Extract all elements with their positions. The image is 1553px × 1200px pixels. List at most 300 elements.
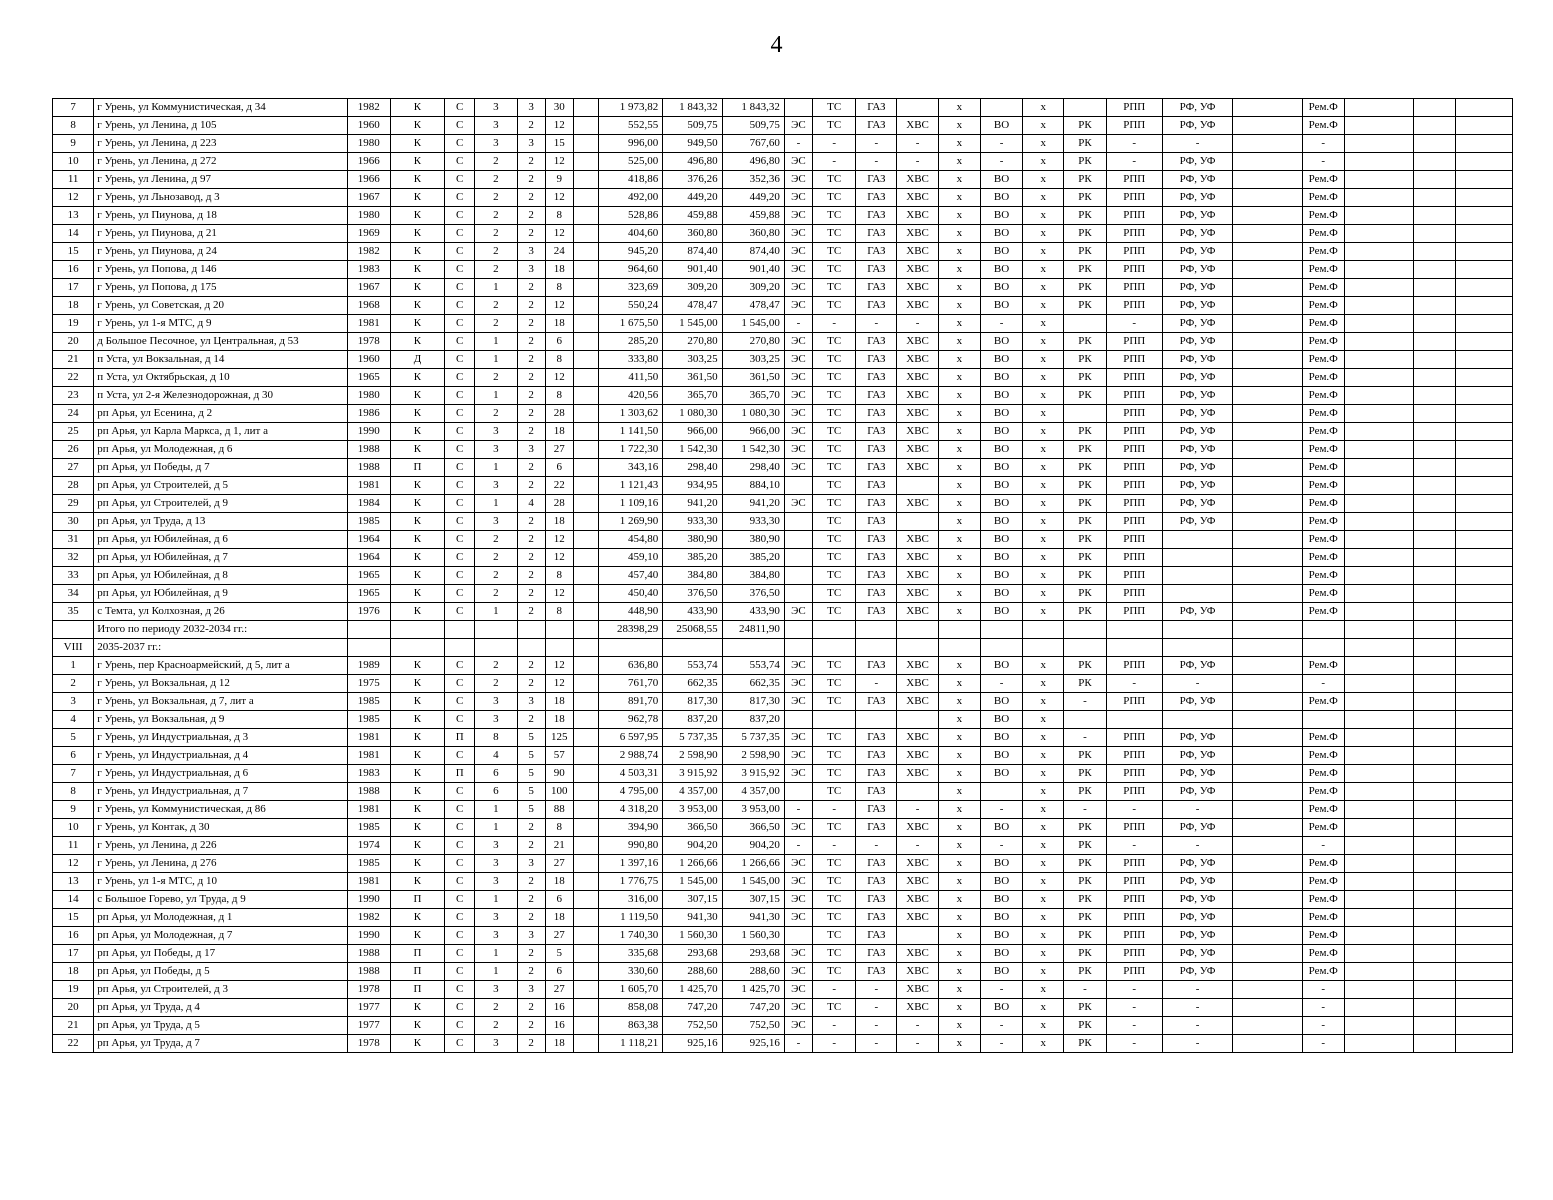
table-cell: [1456, 513, 1513, 531]
table-cell: 2: [475, 999, 517, 1017]
table-cell: 1 545,00: [663, 315, 722, 333]
table-cell: [1233, 621, 1302, 639]
table-cell: [1414, 243, 1456, 261]
address-cell: рп Арья, ул Молодежная, д 1: [94, 909, 347, 927]
table-row: [53, 729, 1513, 747]
table-cell: 1 560,30: [663, 927, 722, 945]
table-cell: [1414, 765, 1456, 783]
table-cell: 874,40: [722, 243, 784, 261]
table-row: [53, 243, 1513, 261]
table-cell: ГАЗ: [856, 873, 897, 891]
table-cell: К: [390, 441, 444, 459]
address-cell: г Урень, ул Вокзальная, д 7, лит а: [94, 693, 347, 711]
table-cell: 1 269,90: [598, 513, 662, 531]
table-cell: 25: [53, 423, 94, 441]
table-cell: ХВС: [897, 351, 938, 369]
table-cell: 6: [475, 783, 517, 801]
table-cell: ТС: [813, 423, 856, 441]
table-cell: Рем.Ф: [1302, 405, 1344, 423]
table-cell: -: [1106, 1017, 1162, 1035]
table-cell: [1414, 351, 1456, 369]
table-cell: 12: [545, 225, 573, 243]
table-row: [53, 297, 1513, 315]
table-cell: РФ, УФ: [1162, 387, 1232, 405]
table-cell: 2: [475, 549, 517, 567]
table-cell: 2: [517, 297, 545, 315]
table-cell: х: [938, 441, 980, 459]
table-cell: ГАЗ: [856, 549, 897, 567]
address-cell: п Уста, ул Октябрьская, д 10: [94, 369, 347, 387]
table-cell: 1 118,21: [598, 1035, 662, 1053]
table-cell: К: [390, 315, 444, 333]
table-cell: 874,40: [663, 243, 722, 261]
table-cell: ЭС: [784, 441, 812, 459]
table-cell: РФ, УФ: [1162, 153, 1232, 171]
table-cell: 90: [545, 765, 573, 783]
table-cell: х: [938, 279, 980, 297]
table-cell: [938, 639, 980, 657]
table-cell: 28398,29: [598, 621, 662, 639]
table-cell: ЭС: [784, 657, 812, 675]
table-cell: 1969: [347, 225, 390, 243]
table-cell: [1456, 603, 1513, 621]
table-cell: [1302, 639, 1344, 657]
table-cell: ГАЗ: [856, 513, 897, 531]
table-cell: [1456, 495, 1513, 513]
table-cell: [1344, 981, 1413, 999]
table-cell: -: [856, 999, 897, 1017]
table-cell: х: [938, 801, 980, 819]
table-cell: 3: [517, 135, 545, 153]
table-cell: [1233, 963, 1302, 981]
table-cell: ТС: [813, 189, 856, 207]
table-cell: РК: [1064, 171, 1106, 189]
table-cell: 1982: [347, 99, 390, 117]
table-cell: ГАЗ: [856, 117, 897, 135]
table-cell: ХВС: [897, 225, 938, 243]
table-cell: С: [445, 1017, 475, 1035]
table-cell: [1344, 837, 1413, 855]
table-cell: 298,40: [663, 459, 722, 477]
table-cell: Рем.Ф: [1302, 207, 1344, 225]
table-cell: 3: [517, 927, 545, 945]
table-cell: С: [445, 99, 475, 117]
table-cell: С: [445, 207, 475, 225]
table-cell: РПП: [1106, 567, 1162, 585]
table-cell: [1414, 639, 1456, 657]
table-cell: 2: [517, 225, 545, 243]
table-cell: 361,50: [722, 369, 784, 387]
table-cell: 933,30: [663, 513, 722, 531]
table-cell: 335,68: [598, 945, 662, 963]
table-cell: ЭС: [784, 333, 812, 351]
table-cell: 1: [475, 495, 517, 513]
table-cell: ТС: [813, 945, 856, 963]
table-row: [53, 369, 1513, 387]
table-cell: 528,86: [598, 207, 662, 225]
table-cell: х: [938, 765, 980, 783]
table-cell: 3: [475, 981, 517, 999]
table-cell: РПП: [1106, 927, 1162, 945]
table-cell: х: [1023, 441, 1064, 459]
table-cell: С: [445, 441, 475, 459]
table-cell: [1064, 315, 1106, 333]
table-cell: [1233, 693, 1302, 711]
table-cell: ГАЗ: [856, 477, 897, 495]
table-cell: х: [1023, 981, 1064, 999]
table-cell: -: [784, 801, 812, 819]
table-cell: ВО: [980, 657, 1022, 675]
table-cell: -: [1302, 153, 1344, 171]
table-cell: [573, 603, 598, 621]
table-cell: [1344, 873, 1413, 891]
table-cell: х: [1023, 387, 1064, 405]
table-cell: Рем.Ф: [1302, 531, 1344, 549]
table-cell: Рем.Ф: [1302, 729, 1344, 747]
table-cell: 1: [475, 963, 517, 981]
table-cell: -: [813, 153, 856, 171]
table-cell: [1302, 621, 1344, 639]
table-cell: 25068,55: [663, 621, 722, 639]
table-cell: х: [938, 387, 980, 405]
table-cell: Рем.Ф: [1302, 657, 1344, 675]
table-cell: [1233, 549, 1302, 567]
table-cell: РФ, УФ: [1162, 909, 1232, 927]
table-cell: ТС: [813, 909, 856, 927]
table-cell: 1988: [347, 459, 390, 477]
table-cell: [573, 405, 598, 423]
table-cell: 925,16: [663, 1035, 722, 1053]
table-cell: [1023, 639, 1064, 657]
table-cell: 1: [475, 801, 517, 819]
table-cell: [573, 117, 598, 135]
table-cell: 1 425,70: [663, 981, 722, 999]
table-cell: 2: [53, 675, 94, 693]
table-cell: РПП: [1106, 189, 1162, 207]
table-cell: 837,20: [663, 711, 722, 729]
table-cell: ВО: [980, 927, 1022, 945]
table-cell: [573, 549, 598, 567]
table-cell: ТС: [813, 441, 856, 459]
table-cell: 1964: [347, 531, 390, 549]
table-cell: 2: [475, 297, 517, 315]
table-cell: ВО: [980, 711, 1022, 729]
table-cell: 6: [475, 765, 517, 783]
table-cell: ВО: [980, 477, 1022, 495]
table-cell: [1233, 405, 1302, 423]
table-cell: [1233, 657, 1302, 675]
address-cell: г Урень, ул Попова, д 146: [94, 261, 347, 279]
table-cell: 8: [475, 729, 517, 747]
table-cell: [1456, 837, 1513, 855]
table-cell: -: [1106, 1035, 1162, 1053]
table-cell: ТС: [813, 495, 856, 513]
table-cell: ВО: [980, 189, 1022, 207]
table-cell: [1344, 405, 1413, 423]
table-cell: [1233, 333, 1302, 351]
table-cell: 2: [517, 171, 545, 189]
table-cell: х: [1023, 891, 1064, 909]
table-cell: -: [1106, 837, 1162, 855]
table-cell: Рем.Ф: [1302, 945, 1344, 963]
table-cell: -: [1106, 981, 1162, 999]
table-cell: 636,80: [598, 657, 662, 675]
table-cell: 1977: [347, 999, 390, 1017]
table-cell: РПП: [1106, 873, 1162, 891]
table-cell: х: [1023, 783, 1064, 801]
table-cell: 934,95: [663, 477, 722, 495]
table-cell: х: [1023, 801, 1064, 819]
address-cell: рп Арья, ул Карла Маркса, д 1, лит а: [94, 423, 347, 441]
table-cell: [573, 783, 598, 801]
table-cell: 5 737,35: [722, 729, 784, 747]
table-cell: [897, 513, 938, 531]
table-cell: 11: [53, 837, 94, 855]
table-cell: ЭС: [784, 153, 812, 171]
table-cell: 496,80: [663, 153, 722, 171]
table-cell: [1456, 333, 1513, 351]
table-cell: х: [1023, 333, 1064, 351]
table-cell: 1976: [347, 603, 390, 621]
table-cell: ТС: [813, 333, 856, 351]
table-cell: 1: [53, 657, 94, 675]
address-cell: г Урень, ул Ленина, д 276: [94, 855, 347, 873]
table-cell: Рем.Ф: [1302, 765, 1344, 783]
table-cell: [897, 621, 938, 639]
table-cell: -: [813, 837, 856, 855]
table-cell: ГАЗ: [856, 243, 897, 261]
table-cell: 12: [545, 369, 573, 387]
table-cell: 23: [53, 387, 94, 405]
table-cell: 365,70: [722, 387, 784, 405]
table-cell: [1344, 333, 1413, 351]
table-cell: С: [445, 513, 475, 531]
table-cell: -: [980, 675, 1022, 693]
table-cell: 1968: [347, 297, 390, 315]
table-cell: РПП: [1106, 909, 1162, 927]
table-cell: [1414, 783, 1456, 801]
table-cell: 1964: [347, 549, 390, 567]
table-cell: К: [390, 495, 444, 513]
table-cell: [1344, 99, 1413, 117]
table-cell: [1344, 891, 1413, 909]
table-cell: [1233, 765, 1302, 783]
table-cell: ТС: [813, 225, 856, 243]
table-cell: ХВС: [897, 945, 938, 963]
table-cell: 3: [475, 927, 517, 945]
table-cell: -: [813, 981, 856, 999]
table-cell: Рем.Ф: [1302, 261, 1344, 279]
table-cell: х: [1023, 189, 1064, 207]
table-cell: [573, 873, 598, 891]
table-cell: РПП: [1106, 477, 1162, 495]
table-cell: [1023, 621, 1064, 639]
table-cell: ГАЗ: [856, 441, 897, 459]
table-cell: РК: [1064, 783, 1106, 801]
table-cell: РК: [1064, 819, 1106, 837]
table-cell: [573, 135, 598, 153]
table-cell: [1414, 297, 1456, 315]
table-cell: ГАЗ: [856, 909, 897, 927]
table-cell: 3: [517, 99, 545, 117]
address-cell: рп Арья, ул Строителей, д 3: [94, 981, 347, 999]
table-cell: х: [938, 369, 980, 387]
table-row: [53, 531, 1513, 549]
table-cell: 863,38: [598, 1017, 662, 1035]
table-cell: 18: [545, 315, 573, 333]
address-cell: рп Арья, ул Юбилейная, д 8: [94, 567, 347, 585]
table-cell: С: [445, 135, 475, 153]
table-cell: ВО: [980, 693, 1022, 711]
table-cell: 2: [517, 603, 545, 621]
table-cell: ВО: [980, 333, 1022, 351]
table-row: [53, 837, 1513, 855]
table-cell: 747,20: [722, 999, 784, 1017]
table-cell: х: [938, 459, 980, 477]
table-cell: 1985: [347, 819, 390, 837]
table-cell: РФ, УФ: [1162, 279, 1232, 297]
address-cell: 2035-2037 гг.:: [94, 639, 347, 657]
table-cell: ХВС: [897, 963, 938, 981]
table-cell: 1 266,66: [722, 855, 784, 873]
table-cell: х: [938, 585, 980, 603]
table-cell: [573, 819, 598, 837]
table-cell: х: [938, 603, 980, 621]
table-cell: -: [980, 153, 1022, 171]
table-cell: РПП: [1106, 819, 1162, 837]
table-cell: 1985: [347, 693, 390, 711]
table-cell: 376,50: [722, 585, 784, 603]
table-row: [53, 387, 1513, 405]
table-cell: 24811,90: [722, 621, 784, 639]
table-cell: 366,50: [663, 819, 722, 837]
table-cell: РК: [1064, 495, 1106, 513]
table-cell: [1456, 405, 1513, 423]
table-cell: [980, 639, 1022, 657]
table-cell: [1456, 855, 1513, 873]
table-cell: 1 542,30: [663, 441, 722, 459]
table-cell: [897, 711, 938, 729]
table-cell: [1344, 369, 1413, 387]
table-cell: х: [1023, 837, 1064, 855]
table-cell: К: [390, 261, 444, 279]
table-cell: РПП: [1106, 945, 1162, 963]
table-cell: К: [390, 909, 444, 927]
table-cell: [1233, 495, 1302, 513]
table-cell: Д: [390, 351, 444, 369]
table-cell: -: [1162, 999, 1232, 1017]
table-cell: [1344, 729, 1413, 747]
address-cell: г Урень, ул Индустриальная, д 7: [94, 783, 347, 801]
table-cell: [1344, 315, 1413, 333]
table-cell: К: [390, 531, 444, 549]
table-cell: [573, 567, 598, 585]
table-cell: РПП: [1106, 963, 1162, 981]
table-cell: [1414, 405, 1456, 423]
table-cell: х: [1023, 117, 1064, 135]
table-cell: 307,15: [722, 891, 784, 909]
table-cell: РФ, УФ: [1162, 765, 1232, 783]
table-cell: ГАЗ: [856, 603, 897, 621]
table-cell: ГАЗ: [856, 585, 897, 603]
table-cell: [1414, 621, 1456, 639]
table-cell: 5: [53, 729, 94, 747]
table-cell: [1414, 549, 1456, 567]
table-cell: ЭС: [784, 693, 812, 711]
table-cell: С: [445, 873, 475, 891]
table-cell: ЭС: [784, 999, 812, 1017]
table-cell: РК: [1064, 963, 1106, 981]
table-cell: ВО: [980, 819, 1022, 837]
table-cell: 2 988,74: [598, 747, 662, 765]
table-cell: [1233, 243, 1302, 261]
table-cell: [573, 387, 598, 405]
table-cell: РПП: [1106, 531, 1162, 549]
table-cell: ХВС: [897, 747, 938, 765]
table-cell: -: [897, 135, 938, 153]
table-cell: 3: [475, 99, 517, 117]
table-cell: Рем.Ф: [1302, 927, 1344, 945]
table-cell: ВО: [980, 441, 1022, 459]
table-cell: [1233, 297, 1302, 315]
table-cell: ВО: [980, 729, 1022, 747]
table-cell: РФ, УФ: [1162, 963, 1232, 981]
table-cell: -: [980, 1017, 1022, 1035]
table-cell: [1456, 1035, 1513, 1053]
table-cell: [445, 621, 475, 639]
table-cell: [784, 711, 812, 729]
table-cell: [1233, 369, 1302, 387]
table-cell: ВО: [980, 459, 1022, 477]
table-cell: РФ, УФ: [1162, 603, 1232, 621]
table-cell: [347, 639, 390, 657]
table-row: [53, 261, 1513, 279]
table-cell: х: [938, 99, 980, 117]
table-cell: ЭС: [784, 423, 812, 441]
table-cell: [1233, 423, 1302, 441]
table-cell: РФ, УФ: [1162, 891, 1232, 909]
table-row: [53, 1035, 1513, 1053]
table-cell: РФ, УФ: [1162, 297, 1232, 315]
table-cell: РФ, УФ: [1162, 207, 1232, 225]
table-cell: К: [390, 657, 444, 675]
table-cell: С: [445, 189, 475, 207]
table-cell: РК: [1064, 765, 1106, 783]
table-cell: ВО: [980, 243, 1022, 261]
table-cell: х: [938, 261, 980, 279]
table-cell: [784, 639, 812, 657]
table-cell: РПП: [1106, 405, 1162, 423]
table-cell: 966,00: [663, 423, 722, 441]
table-cell: [1456, 729, 1513, 747]
table-cell: [1456, 711, 1513, 729]
table-cell: 1 080,30: [663, 405, 722, 423]
table-cell: х: [1023, 585, 1064, 603]
table-cell: [1233, 585, 1302, 603]
table-cell: 1981: [347, 315, 390, 333]
table-cell: х: [938, 855, 980, 873]
table-cell: 3: [517, 981, 545, 999]
table-cell: 3: [475, 711, 517, 729]
table-cell: х: [938, 531, 980, 549]
table-cell: 8: [545, 819, 573, 837]
table-cell: 384,80: [722, 567, 784, 585]
table-cell: [573, 351, 598, 369]
table-cell: ВО: [980, 891, 1022, 909]
table-cell: К: [390, 765, 444, 783]
table-cell: 14: [53, 225, 94, 243]
table-cell: ЭС: [784, 963, 812, 981]
